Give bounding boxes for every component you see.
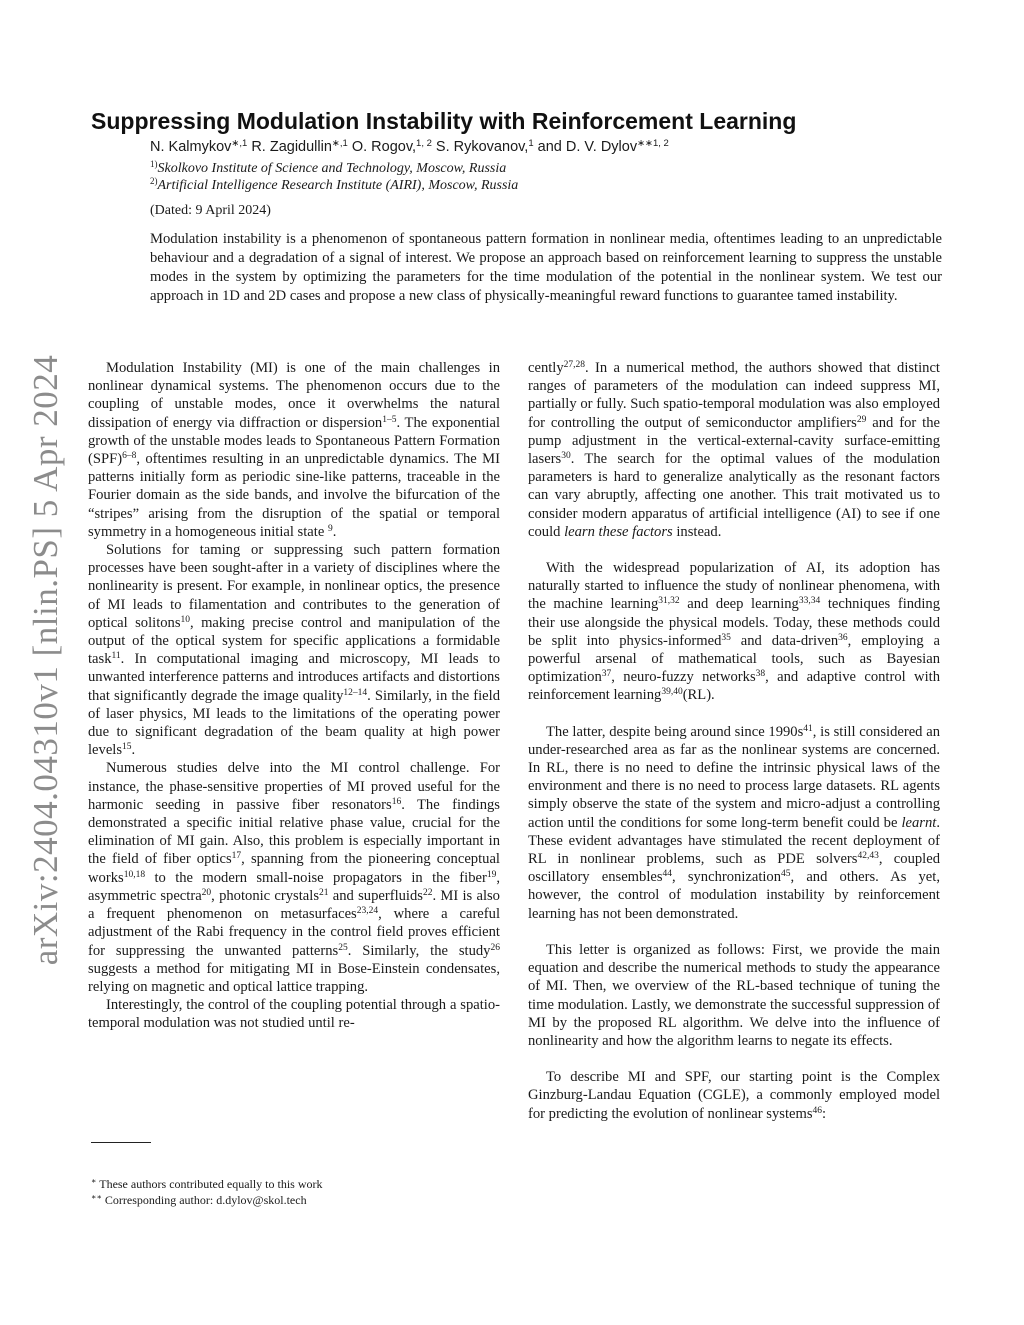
author-name: S. Rykovanov, bbox=[435, 139, 529, 155]
affiliation-mark: 2) bbox=[150, 176, 158, 187]
footnote-mark: ∗∗ bbox=[91, 1192, 102, 1202]
body-paragraph: Interestingly, the control of the coupling potential through a spatio-temporal modulation was not studied until re- bbox=[88, 997, 500, 1032]
author-mark: 1, 2 bbox=[416, 137, 432, 149]
body-paragraph: With the widespread popularization of AI, its adoption has naturally started to influence the study of nonlinear phenomena, with the machine learning$^{31,32}$ and deep learning$^{33,34}$ techniques finding their use alongside the physical models. Today, these methods could be split into physics-informed$^{35}$ and data-driven$^{36}$, employing a powerful arsenal of mathematical tools, such as Bayesian optimization$^{37}$, neuro-fuzzy networks$^{38}$, and adaptive control with reinforcement learning$^{39,40}$(RL). bbox=[528, 560, 940, 704]
affiliation-mark: 1) bbox=[150, 159, 158, 170]
body-paragraph: cently$^{27,28}$. In a numerical method, the authors showed that distinct ranges of parameters of the modulation can indeed suppress MI, partially or fully. Such spatio-temporal modulation was also employed for controlling the output of semiconductor amplifiers$^{29}$ and for the pump adjustment in the vertical-external-cavity surface-emitting lasers$^{30}$. The search for the optimal values of the modulation parameters is hard to generalize analytically as the resonant factors can vary abruptly, affecting one another. This trait motivated us to consider modern apparatus of artificial intelligence (AI) to see if one could learn these factors instead. bbox=[528, 359, 940, 540]
author-name: and D. V. Dylov bbox=[537, 139, 638, 155]
body-paragraph: This letter is organized as follows: First, we provide the main equation and describe the numerical methods to study the appearance of MI. Then, we overview of the RL-based technique of tuning the time modulation. Lastly, we demonstrate the successful suppression of MI by the proposed RL algorithm. We delve into the influence of nonlinearity and how the algorithm learns to negate its effects. bbox=[528, 941, 940, 1049]
footnote bbox=[91, 1193, 307, 1208]
body-paragraph: Numerous studies delve into the MI control challenge. For instance, the phase-sensitive properties of MI proved useful for the harmonic seeding in passive fiber resonators$^{16}$. The findings demonstrated a specific initial relative phase value, crucial for the elimination of MI gain. Also, this problem is especially important in the field of fiber optics$^{17}$, spanning from the pioneering conceptual works$^{10,18}$ to the modern small-noise propagators in the fiber$^{19}$, asymmetric spectra$^{20}$, photonic crystals$^{21}$ and superfluids$^{22}$. MI is also a frequent phenomenon on metasurfaces$^{23,24}$, where a careful adjustment of the Rabi frequency in the control field proves efficient for suppressing the unwanted patterns$^{25}$. Similarly, the study$^{26}$ suggests a method for mitigating MI in Bose-Einstein condensates, relying on magnetic and optical lattice trapping. bbox=[88, 760, 500, 995]
body-paragraph: To describe MI and SPF, our starting point is the Complex Ginzburg-Landau Equation (CGLE), a commonly employed model for predicting the evolution of nonlinear systems$^{46}$: bbox=[528, 1069, 940, 1122]
author-name: R. Zagidullin bbox=[251, 139, 332, 155]
body-paragraph: Solutions for taming or suppressing such pattern formation processes have been sought-after in a variety of disciplines where the nonlinearity is present. For example, in nonlinear optics, the presence of MI leads to filamentation and contributes to the generation of optical solitons$^{10}$, making precise control and manipulation of the output of the optical system for specific applications a formidable task$^{11}$. In computational imaging and microscopy, MI leads to unwanted interference patterns and introduces artifacts and distortions that significantly degrade the image quality$^{12-14}$. Similarly, in the field of laser physics, MI leads to the limitations of the operating power due to significant degradation of the beam quality at high power levels$^{15}$. bbox=[88, 542, 500, 759]
author-name: N. Kalmykov bbox=[150, 139, 232, 155]
footnote-rule bbox=[91, 1142, 151, 1143]
author-mark: ∗,1 bbox=[331, 137, 348, 149]
body-paragraph: Modulation Instability (MI) is one of the main challenges in nonlinear dynamical systems. The phenomenon occurs due to the coupling of unstable modes, once it overwhelms the natural dissipation of energy via diffraction or dispersion$^{1-5}$. The exponential growth of the unstable modes leads to Spontaneous Pattern Formation (SPF)$^{6-8}$, oftentimes resulting in an unpredictable dynamics. The MI patterns initially form as periodic sine-like patterns, traceable in the Fourier domain as the side bands, and involve the bifurcation of the “stripes” arising from the disruption of the spatial or temporal symmetry in a homogeneous initial state $^9$. bbox=[88, 360, 500, 540]
paper-title: Suppressing Modulation Instability with Reinforcement Learning bbox=[91, 108, 797, 134]
footnote-text: Corresponding author: d.dylov@skol.tech bbox=[104, 1193, 307, 1207]
body-paragraph: The latter, despite being around since $1990s^{41}$, is still considered an under-researched area as far as the nonlinear systems are concerned. In RL, there is no need to define the intrinsic physical laws of the environment and there is no need to process large datasets. RL agents simply observe the state of the system and micro-adjust a controlling action until the conditions for some long-term benefit could be learnt. These evident advantages have stimulated the recent deployment of RL in nonlinear problems, such as PDE solvers$^{42,43}$, coupled oscillatory ensembles$^{44}$, synchronization$^{45}$, and others. As yet, however, the control of modulation instability by reinforcement learning has not been demonstrated. bbox=[528, 723, 940, 922]
right-column bbox=[528, 359, 940, 1123]
affiliation-text: Artificial Intelligence Research Institute (AIRI), Moscow, Russia bbox=[157, 178, 519, 193]
dated-line: (Dated: 9 April 2024) bbox=[150, 203, 271, 218]
abstract: Modulation instability is a phenomenon of spontaneous pattern formation in nonlinear media, oftentimes leading to an unpredictable behaviour and a degradation of a signal of interest. We propose an approach based on reinforcement learning to suppress the unstable modes in the system by optimizing the parameters for the time modulation of the potential in the nonlinear system. We test our approach in 1D and 2D cases and propose a new class of physically-meaningful reward functions to guarantee tamed instability. bbox=[150, 231, 942, 304]
author-name: O. Rogov, bbox=[351, 139, 417, 155]
footnote-text: These authors contributed equally to this work bbox=[99, 1177, 323, 1191]
footnote bbox=[91, 1177, 323, 1192]
left-column bbox=[88, 359, 500, 1033]
arxiv-watermark: arXiv:2404.04310v1 [nlin.PS] 5 Apr 2024 bbox=[26, 354, 65, 966]
author-mark: ∗∗1, 2 bbox=[637, 137, 669, 149]
footnote-mark: ∗ bbox=[91, 1176, 97, 1186]
affiliation bbox=[150, 178, 518, 194]
author-list bbox=[150, 139, 669, 155]
author-mark: ∗,1 bbox=[231, 137, 248, 149]
author-mark: 1 bbox=[528, 137, 534, 149]
affiliation bbox=[150, 161, 506, 177]
affiliation-text: Skolkovo Institute of Science and Technology, Moscow, Russia bbox=[157, 161, 507, 176]
